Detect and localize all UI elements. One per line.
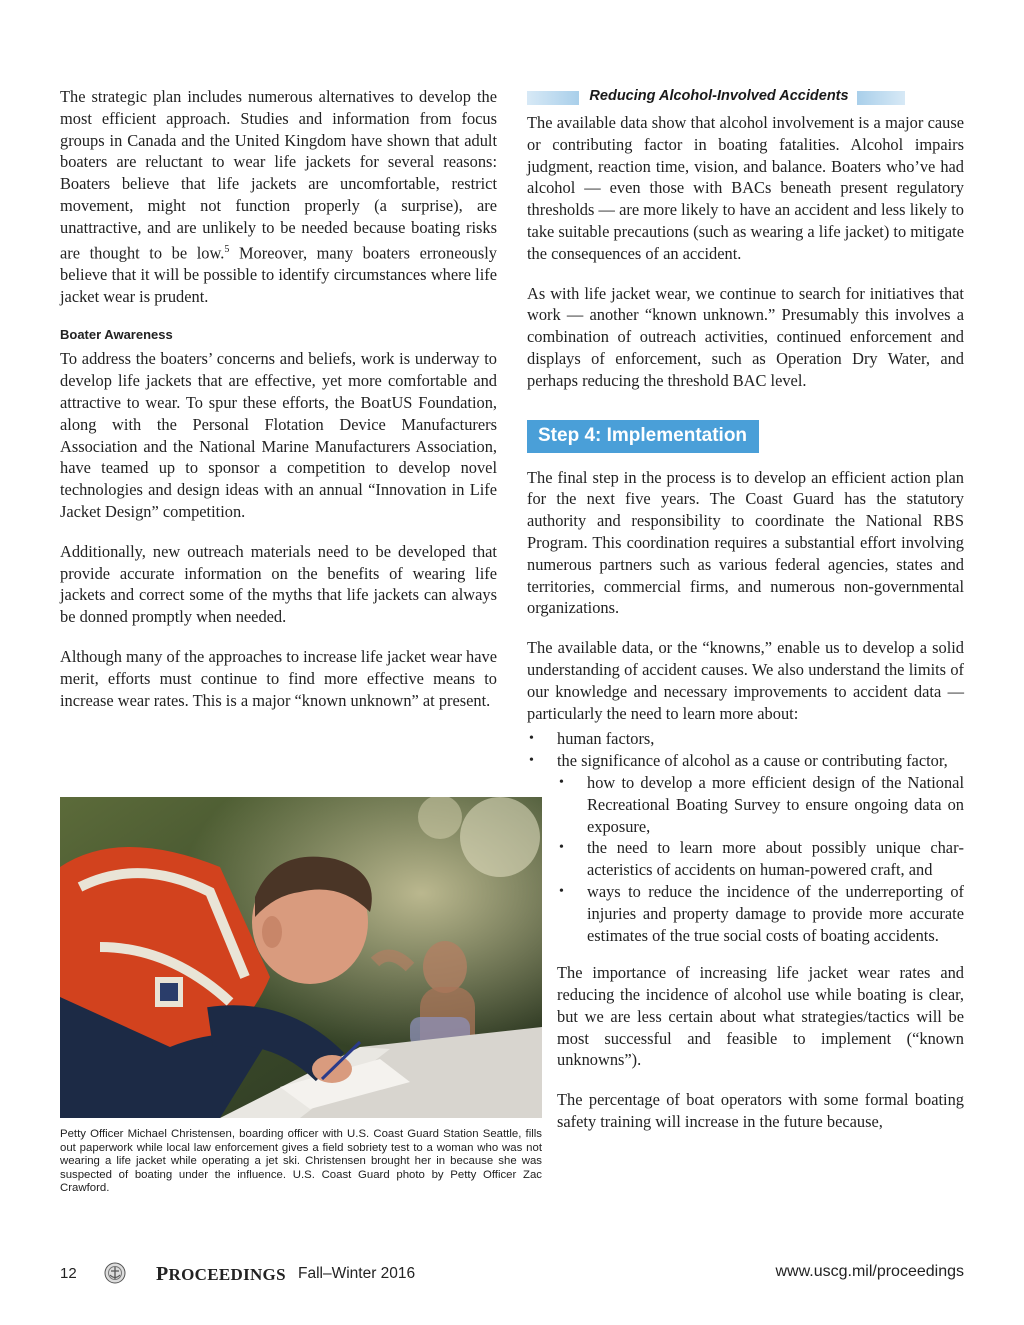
publication-name xyxy=(156,1263,286,1286)
coast-guard-seal-icon xyxy=(104,1262,126,1289)
list-item xyxy=(527,881,964,946)
body-paragraph: The importance of increasing life jacket wear rates and reducing the incidence of alcohol use while boating is clear, but we are less certain about what strategies/tactics will be most successful and feasible to implement (“known unknowns”). xyxy=(557,963,964,1070)
photo-illustration xyxy=(60,797,542,1118)
body-paragraph: To address the boaters’ concerns and beliefs, work is underway to develop life jackets that are effective, yet more comfortable and attractive to wear. To spur these efforts, the BoatUS Foundation, along with the Personal Flotation Device Manufacturers Association and the National Marine Manufacturers Association, have teamed up to sponsor a competition to develop novel technologies and design ideas with an annual “Innovation in Life Jacket Design” competition. xyxy=(60,349,497,522)
right-column xyxy=(527,86,964,1151)
publication-initial: P xyxy=(156,1263,169,1285)
body-paragraph: The available data show that alcohol involvement is a major cause or contributing factor in boating fatalities. Alcohol impairs judgment, reaction time, vision, and balance. Boaters who’ve had alcohol — even those with BACs beneath present regulatory thresholds — are more likely to have an accident and less likely to take suitable precautions (such as wearing a life jacket) to mitigate the consequences of an accident. xyxy=(527,113,964,263)
heading-bar-left xyxy=(527,91,579,105)
body-paragraph xyxy=(60,86,497,307)
list-item-text: the significance of alcohol as a cause or contributing factor, xyxy=(557,751,948,771)
bullet-icon: • xyxy=(559,840,564,856)
list-item-text: human factors, xyxy=(557,729,655,749)
list-item xyxy=(527,837,964,881)
bullet-list xyxy=(527,728,964,946)
bullet-icon: • xyxy=(529,731,534,747)
bullet-icon: • xyxy=(559,883,564,899)
list-item xyxy=(527,750,964,772)
bullet-icon: • xyxy=(529,753,534,769)
body-paragraph: The percentage of boat operators with some formal boating safety training will increase in the future because, xyxy=(557,1090,964,1132)
left-column xyxy=(60,86,497,729)
body-paragraph: Additionally, new outreach materials need to be developed that provide accurate information on the benefits of wearing life jackets and correct some of the myths that life jackets can always be donned promptly when needed. xyxy=(60,541,497,627)
publication-rest: ROCEEDINGS xyxy=(168,1265,286,1284)
paragraph-text: The strategic plan includes numerous alternatives to develop the most efficient approach. Studies and information from focus groups in Canada and the United Kingdom have shown that adult boaters are reluctant to wear life jackets for several reasons: Boaters believe that life jackets are uncomfortable, restrict movement, might not function properly (a surprise), are unattractive, and are unlikely to be needed because boating risks are thought to be low. xyxy=(60,87,497,263)
section-subheading: Boater Awareness xyxy=(60,327,173,343)
paragraph-text: Moreover, many boaters erroneously believe that it will be possible to identify circumstances where life jacket wear is prudent. xyxy=(60,243,497,306)
heading-bar-right xyxy=(857,91,905,105)
bullet-icon: • xyxy=(559,774,564,790)
sidebar-heading-text: Reducing Alcohol-Involved Accidents xyxy=(589,88,849,104)
photo-caption: Petty Officer Michael Christensen, boarding officer with U.S. Coast Guard Station Seattle, fills out paperwork while local law enforcement gives a field sobriety test to a woman who was not wearing a life jacket while operating a jet ski. Christensen brought her in because she was suspected of boating under the influence. U.S. Coast Guard photo by Petty Officer Zac Crawford. xyxy=(60,1128,542,1195)
body-paragraph: The available data, or the “knowns,” enable us to develop a solid understanding of accident causes. We also understand the limits of our knowledge and necessary improvements to accident data — particularly the need to learn more about: xyxy=(527,638,964,723)
sidebar-heading xyxy=(527,86,964,108)
article-photo xyxy=(60,797,542,1118)
issue-label: Fall–Winter 2016 xyxy=(298,1265,416,1282)
indented-block xyxy=(527,962,964,1133)
list-item xyxy=(527,728,964,750)
list-item xyxy=(527,772,964,837)
page-number: 12 xyxy=(60,1265,77,1282)
list-item-text: how to develop a more efficient design of the National Recreational Boating Survey to ensure ongoing data on exposure, xyxy=(587,772,964,836)
body-paragraph: Although many of the approaches to increase life jacket wear have merit, efforts must continue to find more effective means to increase wear rates. This is a major “known unknown” at present. xyxy=(60,647,497,710)
list-item-text: the need to learn more about possibly unique characteristics of accidents on human-powered craft, and xyxy=(587,838,964,880)
footnote-ref[interactable]: 5 xyxy=(224,243,230,255)
page-footer xyxy=(60,1262,964,1286)
section-heading: Step 4: Implementation xyxy=(527,420,759,453)
list-item-text: ways to reduce the incidence of the underreporting of injuries and property damage to provide more accurate estimates of the true social costs of boating accidents. xyxy=(587,881,964,945)
website-link[interactable]: www.uscg.mil/proceedings xyxy=(775,1263,964,1280)
body-paragraph: The final step in the process is to develop an efficient action plan for the next five years. The Coast Guard has the statutory authority and responsibility to coordinate the National RBS Program. This coordination requires a substantial effort involving numerous partners such as various federal agencies, states and territories, commercial firms, and numerous non-governmental organizations. xyxy=(527,467,964,618)
body-paragraph: As with life jacket wear, we continue to search for initiatives that work — another “known unknown.” Presumably this involves a combination of outreach activities, continued enforcement and displays of enforcement, such as Operation Dry Water, and perhaps reducing the threshold BAC level. xyxy=(527,283,964,390)
